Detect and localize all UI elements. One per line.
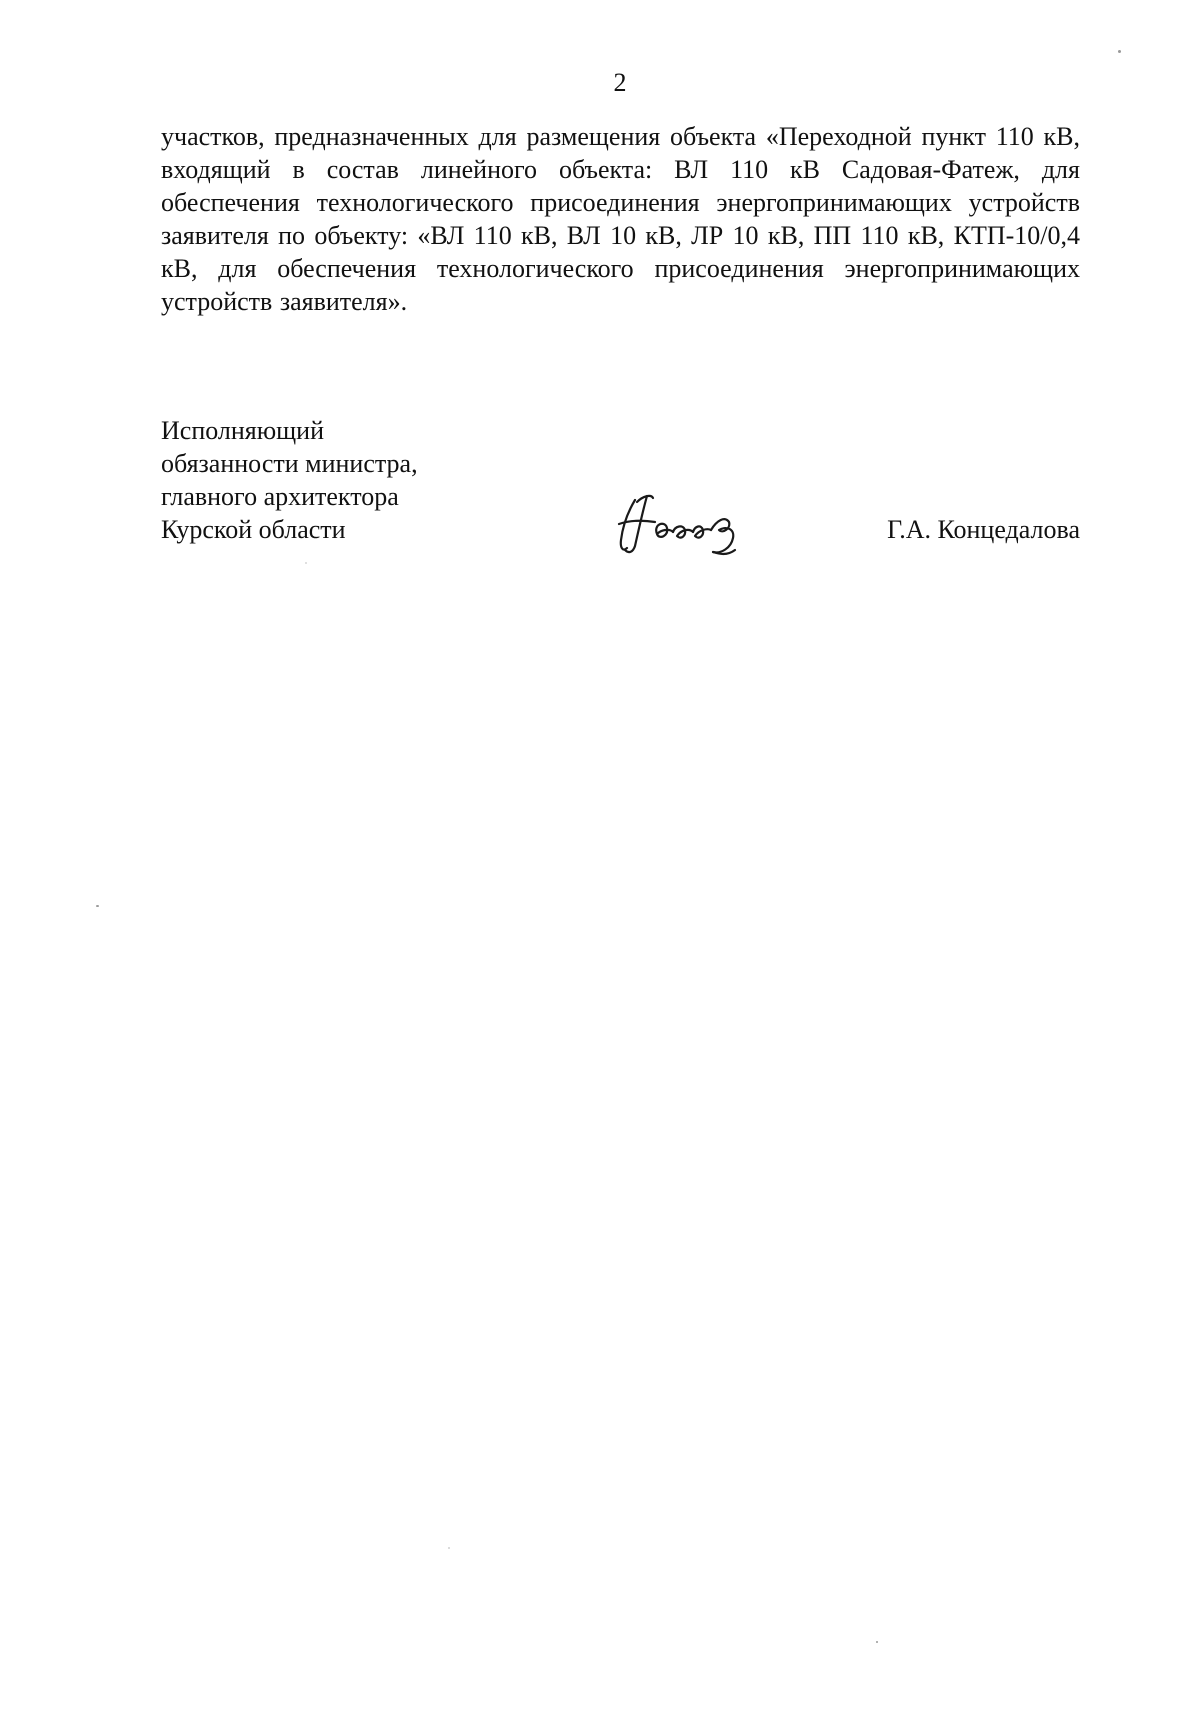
signer-position: [161, 414, 418, 546]
signer-name: Г.А. Концедалова: [887, 515, 1080, 544]
body-paragraph: участков, предназначенных для размещения объекта «Переходной пункт 110 кВ, входящий в состав линейного объекта: ВЛ 110 кВ Садовая-Фатеж, для обеспечения технологического присоединения энергопринимающих устройств заявителя по объекту: «ВЛ 110 кВ, ВЛ 10 кВ, ЛР 10 кВ, ПП 110 кВ, КТП-10/0,4 кВ, для обеспечения технологического присоединения энергопринимающих устройств заявителя».: [161, 122, 1080, 316]
scan-speck: [876, 1641, 878, 1643]
signer-position-line: Исполняющий: [161, 416, 325, 445]
scan-speck: [96, 905, 99, 907]
signature-block: [161, 414, 1080, 554]
scan-speck: [305, 562, 307, 564]
scan-speck: [448, 1547, 450, 1549]
handwritten-signature-icon: [613, 490, 753, 560]
scan-speck: [1118, 50, 1121, 53]
page-number: 2: [613, 68, 627, 97]
signer-position-line: главного архитектора: [161, 482, 399, 511]
signer-position-line: обязанности министра,: [161, 449, 418, 478]
signer-position-line: Курской области: [161, 515, 346, 544]
